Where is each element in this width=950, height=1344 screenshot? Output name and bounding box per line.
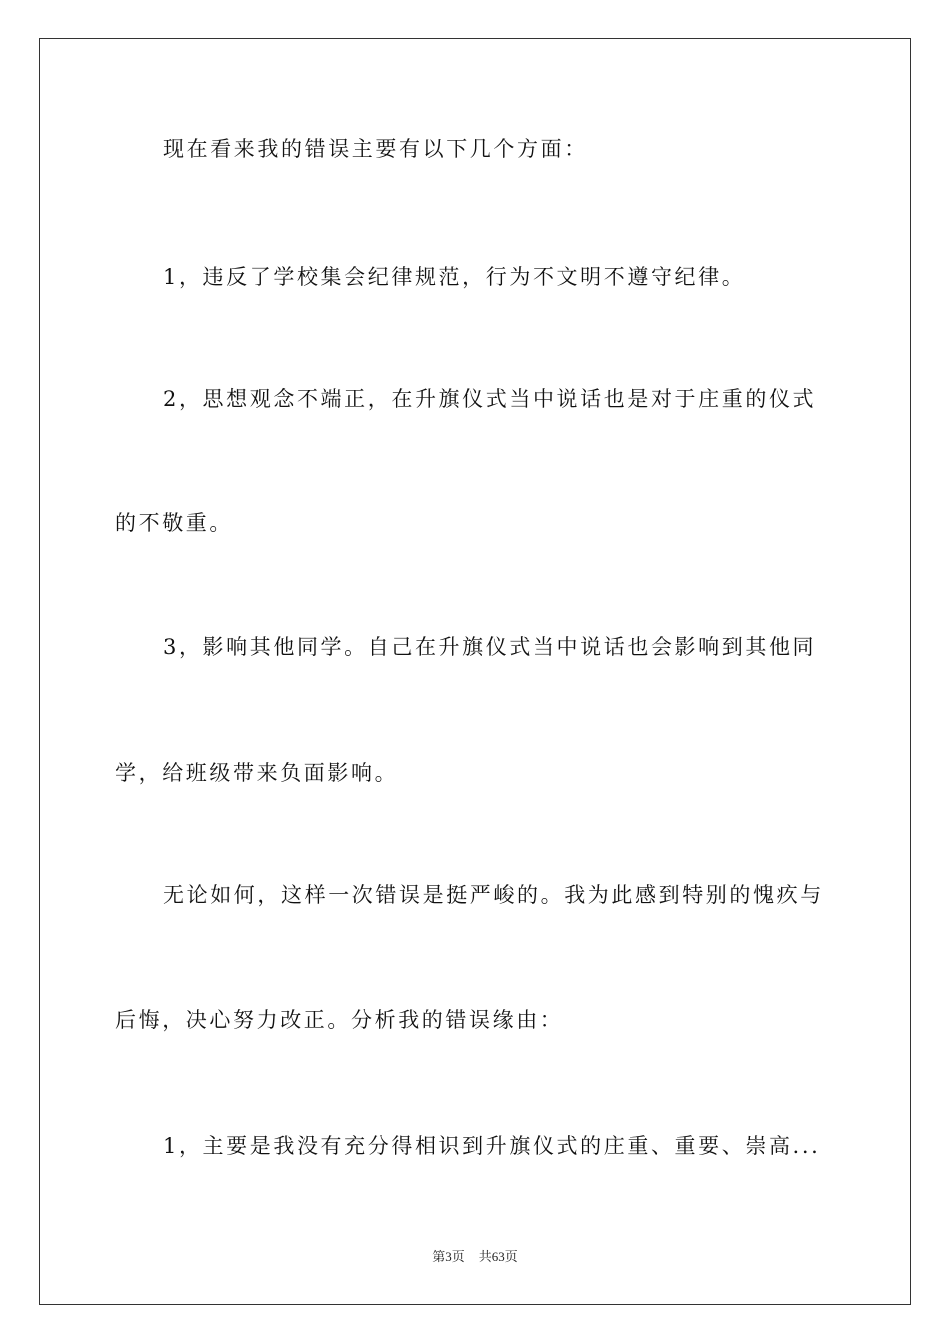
paragraph-line: 1，主要是我没有充分得相识到升旗仪式的庄重、重要、崇高... [163,1134,821,1158]
page-number: 第3页 [432,1249,465,1264]
page-total: 共63页 [478,1249,518,1264]
page-border [39,38,911,1305]
page-footer [0,1248,950,1266]
paragraph-line: 现在看来我的错误主要有以下几个方面： [163,137,588,161]
paragraph-line: 的不敬重。 [115,511,233,535]
paragraph-line: 无论如何，这样一次错误是挺严峻的。我为此感到特别的愧疚与 [163,883,824,907]
paragraph-line: 2，思想观念不端正，在升旗仪式当中说话也是对于庄重的仪式 [163,387,817,411]
paragraph-line: 后悔，决心努力改正。分析我的错误缘由： [115,1008,564,1032]
paragraph-line: 3，影响其他同学。自己在升旗仪式当中说话也会影响到其他同 [163,635,817,659]
paragraph-line: 学，给班级带来负面影响。 [115,761,399,785]
paragraph-line: 1，违反了学校集会纪律规范，行为不文明不遵守纪律。 [163,265,746,289]
